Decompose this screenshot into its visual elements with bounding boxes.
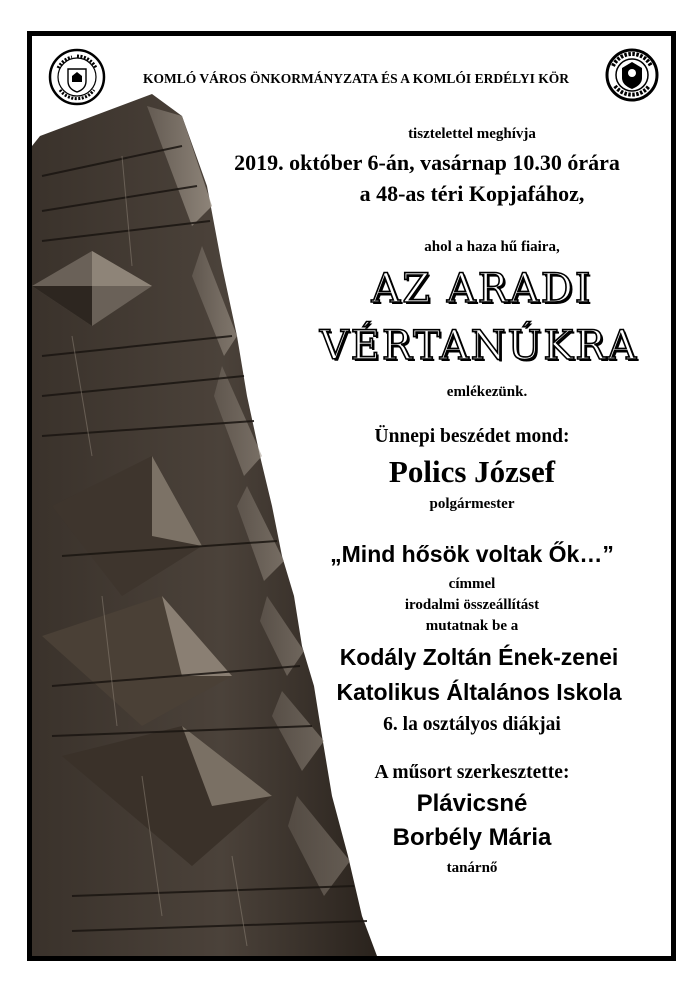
- speech-label: Ünnepi beszédet mond:: [374, 426, 570, 447]
- program-quote: „Mind hősök voltak Ők…”: [330, 541, 614, 567]
- class-line: 6. la osztályos diákjai: [383, 714, 561, 735]
- erdelyi-kor-seal-icon: [605, 48, 659, 102]
- editor-label: A műsort szerkesztette:: [374, 762, 570, 783]
- city-seal-icon: [48, 48, 106, 106]
- event-place: a 48-as téri Kopjafához,: [359, 181, 585, 206]
- poster-frame: [27, 31, 676, 961]
- dedication-outro: emlékezünk.: [446, 384, 528, 400]
- speaker-name: Polics József: [388, 454, 556, 489]
- organizers-heading: KOMLÓ VÁROS ÖNKORMÁNYZATA ÉS A KOMLÓI ERDÉLYI KÖR: [143, 71, 569, 86]
- dedication-intro: ahol a haza hű fiaira,: [424, 239, 560, 255]
- invite-line: tisztelettel meghívja: [408, 126, 536, 142]
- editor-name-line-1: Plávicsné: [416, 790, 528, 817]
- event-date-time: 2019. október 6-án, vasárnap 10.30 órára: [234, 150, 620, 175]
- title-line-2: VÉRTANÚKRA: [319, 323, 639, 369]
- program-line-1: címmel: [448, 576, 496, 592]
- school-line-1: Kodály Zoltán Ének-zenei: [339, 644, 619, 670]
- school-line-2: Katolikus Általános Iskola: [336, 679, 622, 705]
- program-line-3: mutatnak be a: [425, 618, 519, 634]
- editor-name-line-2: Borbély Mária: [392, 824, 552, 851]
- title-line-1: AZ ARADI: [371, 266, 593, 312]
- editor-role: tanárnő: [446, 860, 498, 876]
- speaker-role: polgármester: [429, 496, 515, 512]
- program-line-2: irodalmi összeállítást: [404, 597, 540, 613]
